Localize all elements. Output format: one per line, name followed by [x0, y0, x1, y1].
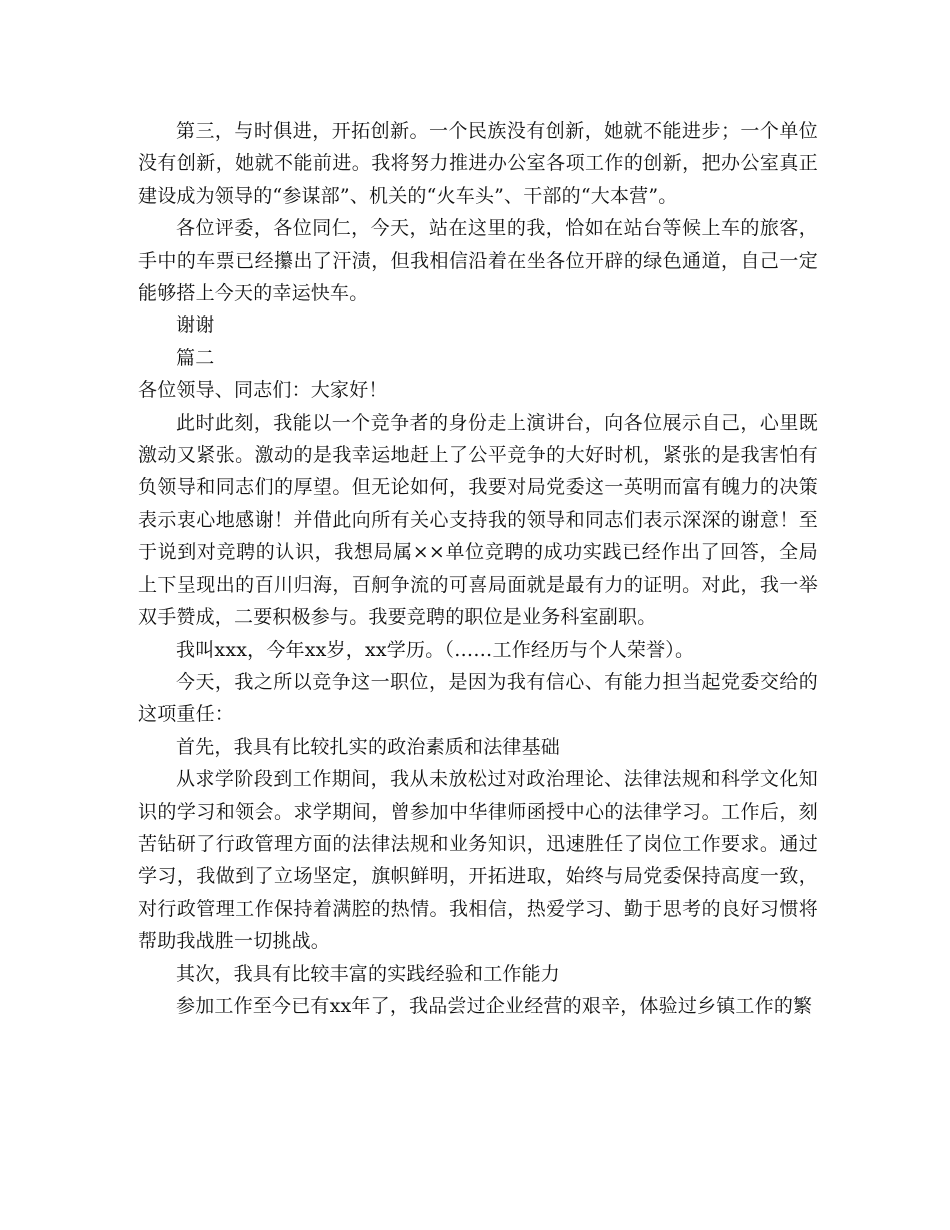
paragraph-study: 从求学阶段到工作期间，我从未放松过对政治理论、法律法规和科学文化知识的学习和领会。求学期间，曾参加中华律师函授中心的法律学习。工作后，刻苦钻研了行政管理方面的法律法规和业务知识，迅速胜任了岗位工作要求。通过学习，我做到了立场坚定，旗帜鲜明，开拓进取，始终与局党委保持高度一致，对行政管理工作保持着满腔的热情。我相信，热爱学习、勤于思考的良好习惯将帮助我战胜一切挑战。 [138, 768, 818, 953]
section-heading-part-two: 篇二 [176, 346, 215, 369]
paragraph-introduction: 此时此刻，我能以一个竞争者的身份走上演讲台，向各位展示自己，心里既激动又紧张。激动的是我幸运地赶上了公平竞争的大好时机，紧张的是我害怕有负领导和同志们的厚望。但无论如何，我要对局党委这一英明而富有魄力的决策表示衷心地感谢！并借此向所有关心支持我的领导和同志们表示深深的谢意！至于说到对竞聘的认识，我想局属××单位竞聘的成功实践已经作出了回答，全局上下呈现出的百川归海，百舸争流的可喜局面就是最有力的证明。对此，我一举双手赞成，二要积极参与。我要竞聘的职位是业务科室副职。 [138, 411, 818, 629]
paragraph-thanks: 谢谢 [176, 314, 215, 337]
paragraph-experience: 参加工作至今已有xx年了，我品尝过企业经营的艰辛，体验过乡镇工作的繁 [176, 994, 813, 1017]
paragraph-greeting: 各位领导、同志们：大家好！ [138, 379, 388, 402]
paragraph-closing-remarks: 各位评委，各位同仁，今天，站在这里的我，恰如在站台等候上车的旅客，手中的车票已经攥出了汗渍，但我相信沿着在坐各位开辟的绿色通道，自己一定能够搭上今天的幸运快车。 [138, 217, 818, 305]
paragraph-first-point: 首先，我具有比较扎实的政治素质和法律基础 [176, 735, 561, 758]
paragraph-innovation: 第三，与时俱进，开拓创新。一个民族没有创新，她就不能进步；一个单位没有创新，她就不能前进。我将努力推进办公室各项工作的创新，把办公室真正建设成为领导的“参谋部”、机关的“火车头”、干部的“大本营”。 [138, 120, 818, 207]
paragraph-second-point: 其次，我具有比较丰富的实践经验和工作能力 [176, 962, 561, 985]
body-text [138, 115, 818, 1022]
paragraph-self-intro: 我叫xxx，今年xx岁，xx学历。（……工作经历与个人荣誉）。 [176, 638, 695, 661]
paragraph-reason: 今天，我之所以竞争这一职位，是因为我有信心、有能力担当起党委交给的这项重任： [138, 670, 818, 726]
